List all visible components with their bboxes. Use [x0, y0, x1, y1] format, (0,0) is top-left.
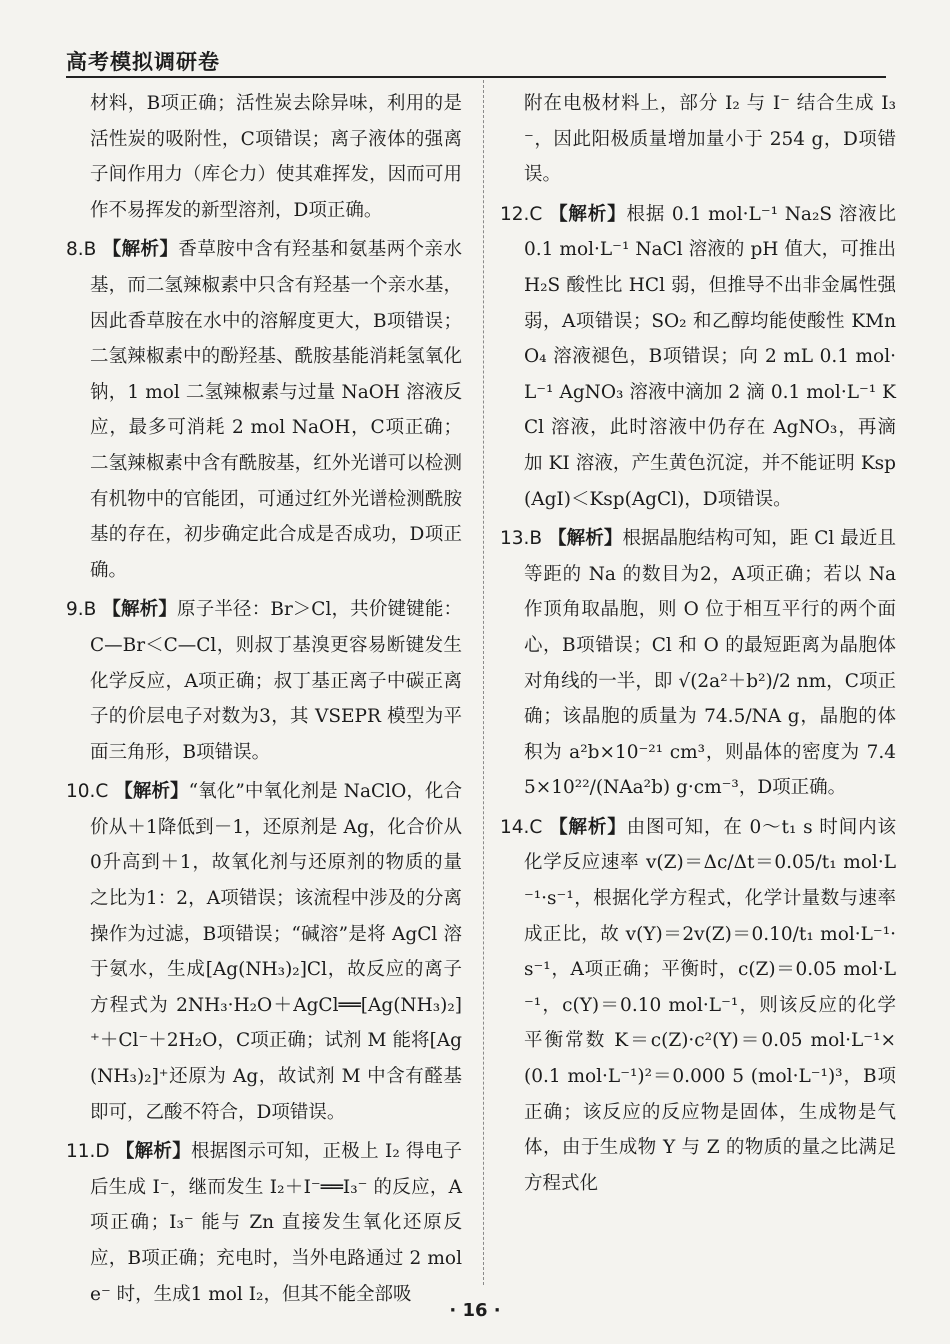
page-number: · 16 ·	[449, 1300, 501, 1321]
answer-text: 根据晶胞结构可知，距 Cl 最近且等距的 Na 的数目为2，A项正确；若以 Na 作顶角取晶胞，则 O 位于相互平行的两个面心，B项错误；Cl 和 O 的最短距离为晶胞体对角线的一半，即 √(2a²＋b²)/2 nm，C项正确；该晶胞的质量为 74.5/NA g，晶胞的体积为 a²b×10⁻²¹ cm³，则晶体的密度为 7.45×10²²/(NAa²b) g·cm⁻³，D项正确。	[524, 528, 896, 799]
answer-number: 13.B	[500, 528, 543, 550]
answer-text: 原子半径：Br＞Cl，共价键键能：C—Br＜C—Cl，则叔丁基溴更容易断键发生化学反应，A项正确；叔丁基正离子中碳正离子的价层电子对数为3，其 VSEPR 模型为平面三角形，B项错误。	[90, 599, 462, 763]
analysis-tag: 【解析】	[549, 203, 627, 225]
answer-number: 9.B	[66, 599, 97, 621]
answer-number: 14.C	[500, 816, 543, 838]
right-column	[500, 86, 896, 1205]
answer-number: 10.C	[66, 781, 109, 803]
answer-item-8	[66, 232, 462, 588]
answer-text: 材料，B项正确；活性炭去除异味，利用的是活性炭的吸附性，C项错误；离子液体的强离子间作用力（库仑力）使其难挥发，因而可用作不易挥发的新型溶剂，D项正确。	[90, 93, 462, 221]
answer-continuation	[500, 86, 896, 193]
left-column	[66, 86, 462, 1316]
answer-text: 由图可知，在 0～t₁ s 时间内该化学反应速率 v(Z)＝Δc/Δt＝0.05/t₁ mol·L⁻¹·s⁻¹，根据化学方程式，化学计量数与速率成正比，故 v(Y)＝2v(Z)＝0.10/t₁ mol·L⁻¹·s⁻¹，A项正确；平衡时，c(Z)＝0.05 mol·L⁻¹，c(Y)＝0.10 mol·L⁻¹，则该反应的化学平衡常数 K＝c(Z)·c²(Y)＝0.05 mol·L⁻¹×(0.1 mol·L⁻¹)²＝0.000 5 (mol·L⁻¹)³，B项正确；该反应的反应物是固体，生成物是气体，由于生成物 Y 与 Z 的物质的量之比满足方程式化	[524, 816, 896, 1194]
analysis-tag: 【解析】	[548, 528, 623, 550]
column-divider	[483, 80, 485, 1285]
answer-text: 香草胺中含有羟基和氨基两个亲水基，而二氢辣椒素中只含有羟基一个亲水基，因此香草胺在水中的溶解度更大，B项错误；二氢辣椒素中的酚羟基、酰胺基能消耗氢氧化钠，1 mol 二氢辣椒素与过量 NaOH 溶液反应，最多可消耗 2 mol NaOH，C项正确；二氢辣椒素中含有酰胺基，红外光谱可以检测有机物中的官能团，可通过红外光谱检测酰胺基的存在，初步确定此合成是否成功，D项正确。	[90, 239, 462, 581]
answer-text: “氧化”中氧化剂是 NaClO，化合价从＋1降低到－1，还原剂是 Ag，化合价从0升高到＋1，故氧化剂与还原剂的物质的量之比为1：2，A项错误；该流程中涉及的分离操作为过滤，B项错误；“碱溶”是将 AgCl 溶于氨水，生成[Ag(NH₃)₂]Cl，故反应的离子方程式为 2NH₃·H₂O＋AgCl══[Ag(NH₃)₂]⁺＋Cl⁻＋2H₂O，C项正确；试剂 M 能将[Ag(NH₃)₂]⁺还原为 Ag，故试剂 M 中含有醛基即可，乙酸不符合，D项错误。	[90, 781, 462, 1123]
analysis-tag: 【解析】	[115, 1141, 191, 1163]
answer-text: 根据图示可知，正极上 I₂ 得电子后生成 I⁻，继而发生 I₂＋I⁻══I₃⁻ 的反应，A项正确；I₃⁻ 能与 Zn 直接发生氧化还原反应，B项正确；充电时，当外电路通过 2 mol e⁻ 时，生成1 mol I₂，但其不能全部吸	[90, 1141, 462, 1305]
answer-number: 8.B	[66, 239, 97, 261]
answer-continuation	[66, 86, 462, 228]
answer-number: 11.D	[66, 1141, 110, 1163]
analysis-tag: 【解析】	[549, 816, 627, 838]
answer-item-13	[500, 521, 896, 806]
answer-number: 12.C	[500, 203, 543, 225]
answer-item-10	[66, 774, 462, 1130]
answer-item-12	[500, 197, 896, 517]
answer-item-11	[66, 1134, 462, 1312]
analysis-tag: 【解析】	[102, 239, 179, 261]
page-header	[66, 42, 886, 78]
header-title: 高考模拟调研卷	[66, 50, 220, 74]
answer-text: 附在电极材料上，部分 I₂ 与 I⁻ 结合生成 I₃⁻，因此阳极质量增加量小于 254 g，D项错误。	[524, 93, 896, 186]
answer-item-14	[500, 810, 896, 1202]
answer-text: 根据 0.1 mol·L⁻¹ Na₂S 溶液比 0.1 mol·L⁻¹ NaCl 溶液的 pH 值大，可推出 H₂S 酸性比 HCl 弱，但推导不出非金属性强弱，A项错误；SO₂ 和乙醇均能使酸性 KMnO₄ 溶液褪色，B项错误；向 2 mL 0.1 mol·L⁻¹ AgNO₃ 溶液中滴加 2 滴 0.1 mol·L⁻¹ KCl 溶液，此时溶液中仍存在 AgNO₃，再滴加 KI 溶液，产生黄色沉淀，并不能证明 Ksp(AgI)＜Ksp(AgCl)，D项错误。	[524, 203, 896, 510]
answer-item-9	[66, 592, 462, 770]
analysis-tag: 【解析】	[114, 781, 189, 803]
analysis-tag: 【解析】	[102, 599, 178, 621]
